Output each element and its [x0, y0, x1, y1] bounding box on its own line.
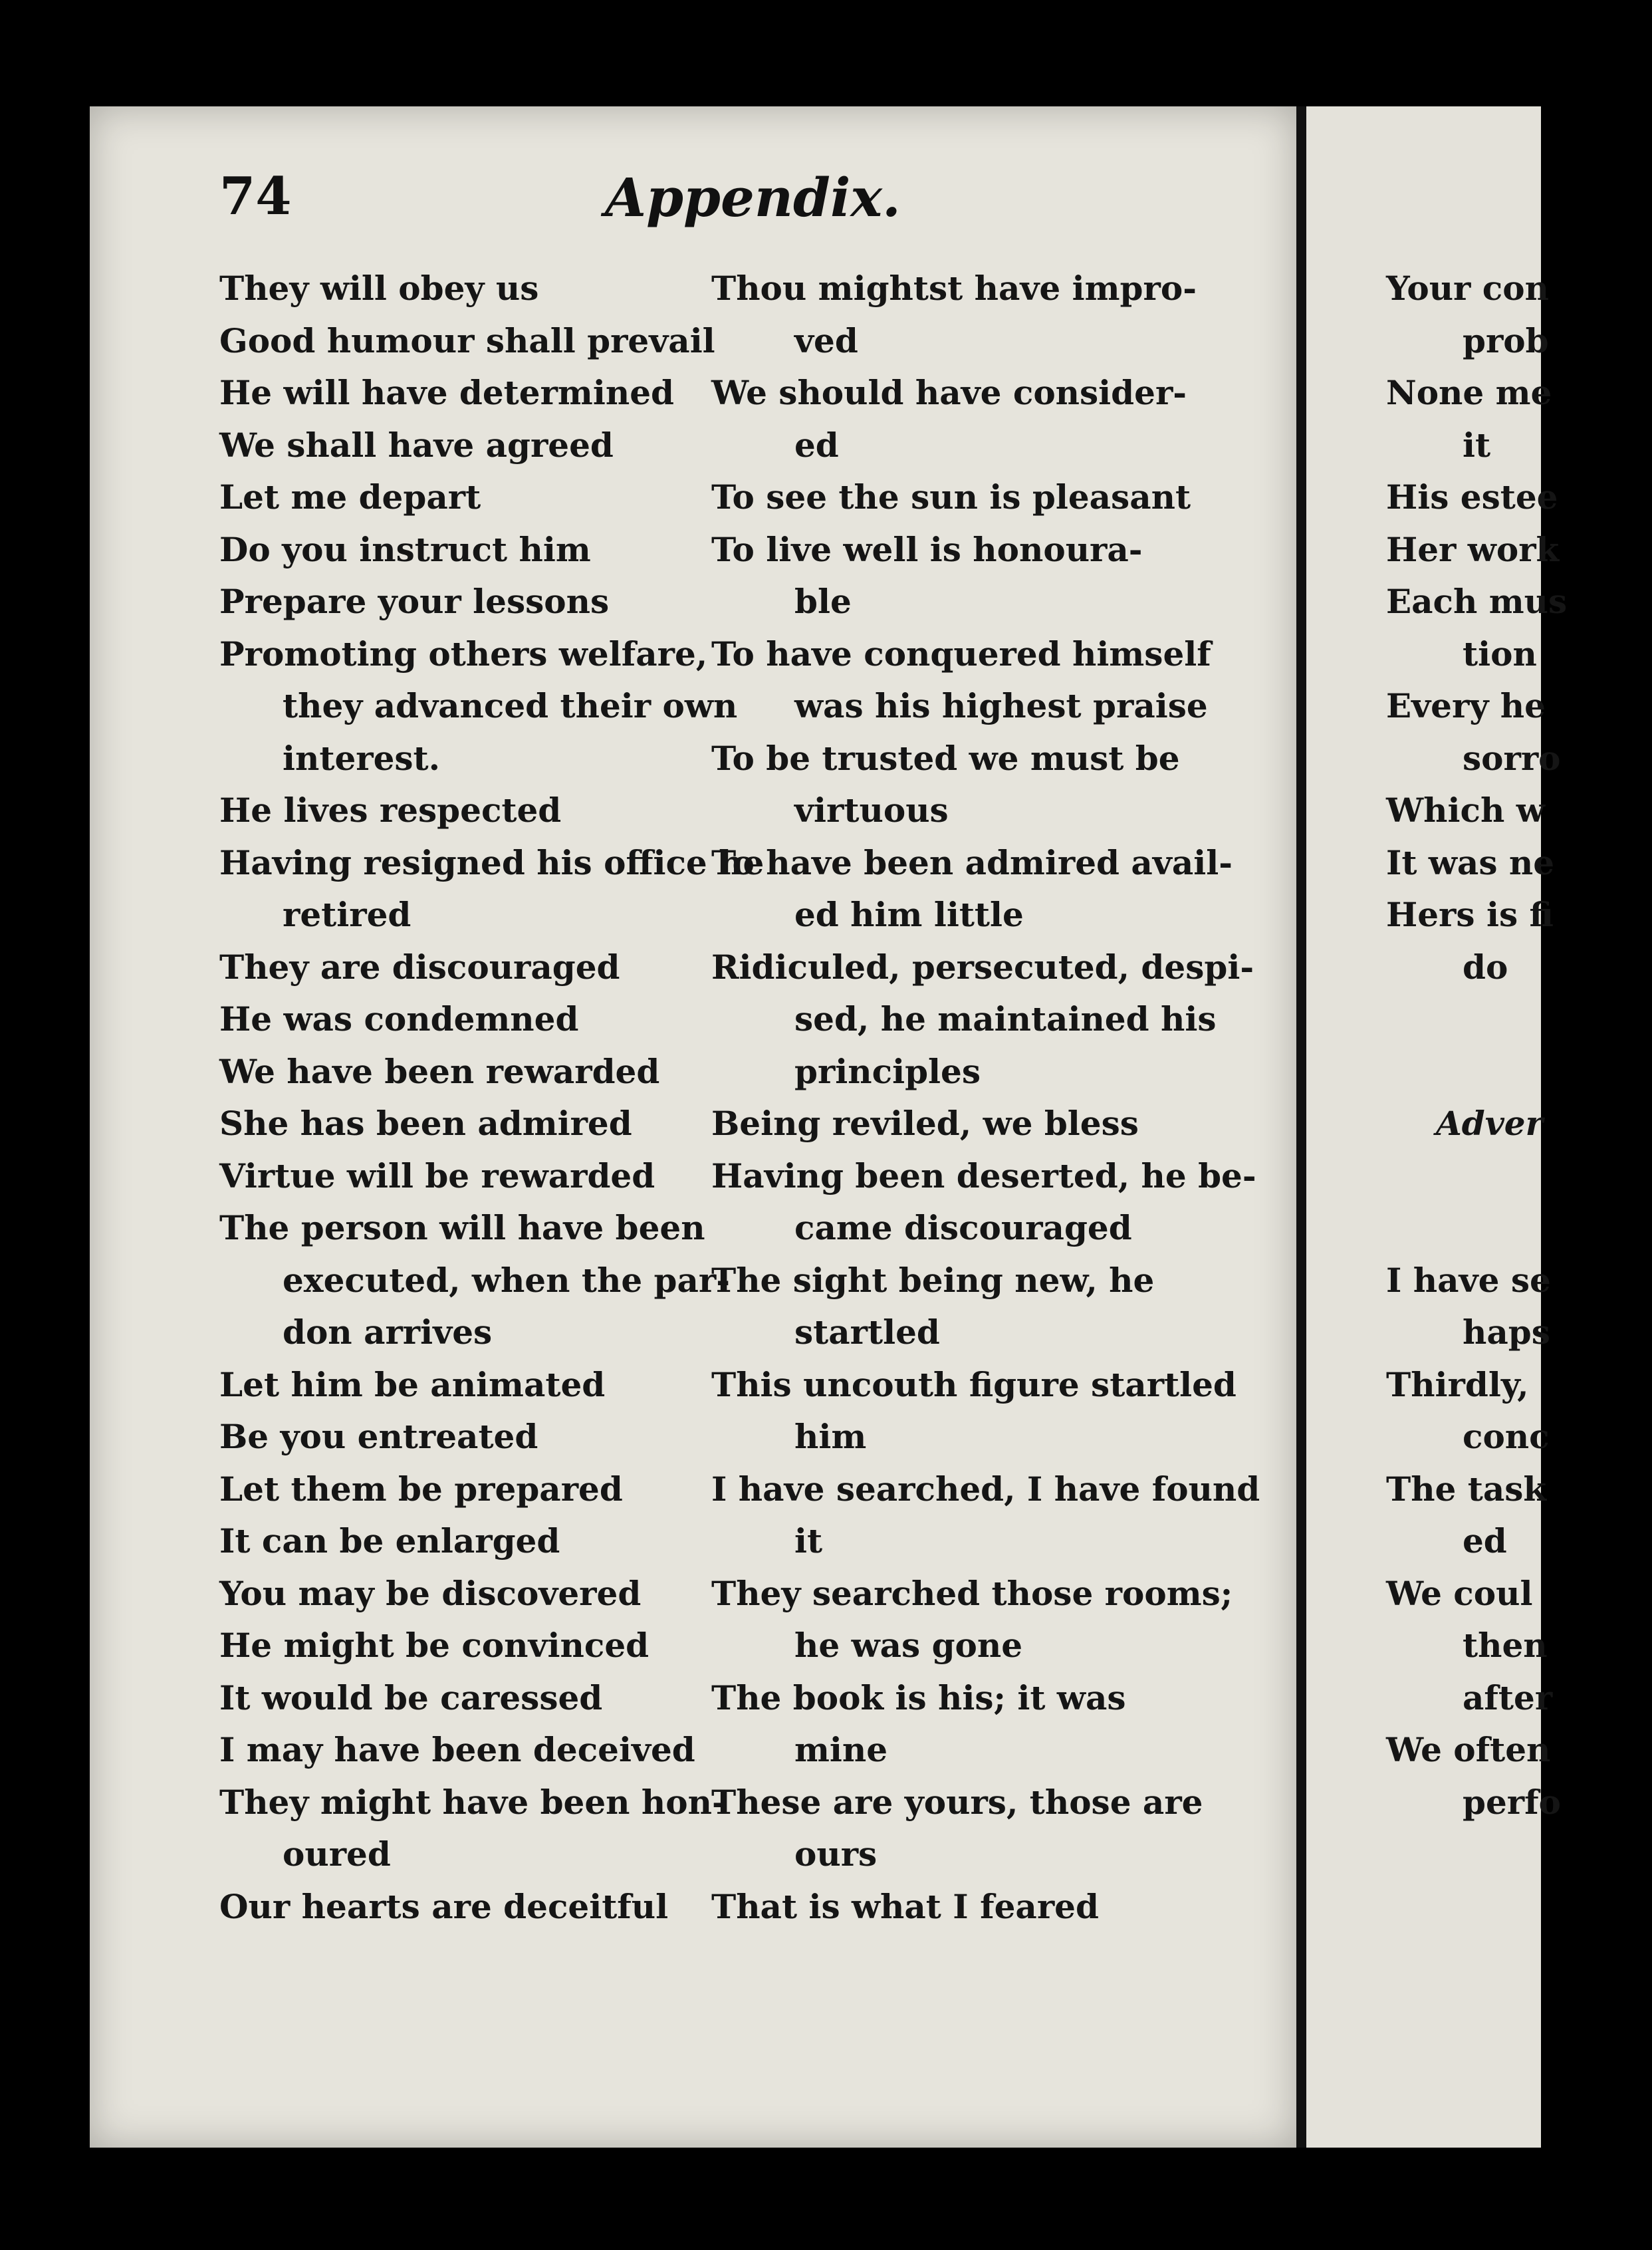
text-line: He will have determined — [219, 373, 674, 412]
text-line: Let them be prepared — [219, 1469, 623, 1509]
text-line: startled — [794, 1312, 940, 1352]
text-line: The sight being new, he — [711, 1260, 1155, 1300]
right-page-line: The task — [1386, 1469, 1547, 1509]
text-line: they advanced their own — [283, 686, 738, 725]
text-line: ved — [794, 320, 858, 360]
right-page-line: Which w — [1386, 791, 1545, 830]
text-line: ble — [794, 582, 852, 621]
text-line: To see the sun is pleasant — [711, 477, 1191, 517]
text-line: ed — [794, 425, 839, 465]
text-line: ed him little — [794, 895, 1024, 934]
right-page-line: perfo — [1463, 1782, 1561, 1822]
text-line: It can be enlarged — [219, 1521, 560, 1561]
right-page-line: I have se — [1386, 1260, 1551, 1300]
text-line: We should have consider- — [711, 373, 1187, 412]
right-page-line — [1386, 1150, 1652, 1203]
right-page-line: Each mus — [1386, 582, 1568, 621]
right-page-line — [1386, 993, 1652, 1046]
text-line: him — [794, 1417, 867, 1456]
text-line: oured — [283, 1834, 391, 1874]
right-page-line: Your con — [1386, 269, 1549, 308]
text-line: They might have been hon- — [219, 1782, 726, 1822]
text-line: Let him be animated — [219, 1364, 606, 1404]
text-line: We have been rewarded — [219, 1051, 660, 1091]
left-text-column — [219, 263, 765, 1933]
text-line: They will obey us — [219, 269, 539, 308]
right-page-line: Thirdly, — [1386, 1364, 1529, 1404]
text-line: I may have been deceived — [219, 1730, 695, 1769]
right-page-line: conc — [1463, 1417, 1550, 1456]
text-line: Do you instruct him — [219, 529, 591, 569]
text-line: retired — [283, 895, 412, 934]
text-line: sed, he maintained his — [794, 999, 1217, 1039]
right-page-line: Hers is fi — [1386, 895, 1554, 934]
text-line: I have searched, I have found — [711, 1469, 1260, 1509]
right-page-line — [1386, 1046, 1652, 1098]
text-line: Being reviled, we bless — [711, 1104, 1139, 1143]
right-page-line — [1386, 1202, 1652, 1255]
right-page-line: tion — [1463, 634, 1537, 674]
text-line: To have conquered himself — [711, 634, 1211, 674]
right-page-line: ed — [1463, 1521, 1507, 1561]
right-page-line: it — [1463, 425, 1491, 465]
text-line: executed, when the par- — [283, 1260, 730, 1300]
text-line: He might be convinced — [219, 1626, 649, 1665]
right-page-line: None me — [1386, 373, 1552, 412]
text-line: virtuous — [794, 791, 949, 830]
text-line: Thou mightst have impro- — [711, 269, 1197, 308]
right-page-line: prob — [1463, 320, 1549, 360]
text-line: The person will have been — [219, 1208, 705, 1247]
text-line: To be trusted we must be — [711, 738, 1180, 778]
running-head: Appendix. — [605, 166, 901, 229]
right-page-line: Every he — [1386, 686, 1546, 725]
text-line: She has been admired — [219, 1104, 632, 1143]
right-page-line: sorro — [1463, 738, 1561, 778]
right-page-line: after — [1463, 1678, 1553, 1717]
text-line: It would be caressed — [219, 1678, 603, 1717]
text-line: We shall have agreed — [219, 425, 614, 465]
right-page-line: We coul — [1386, 1573, 1533, 1613]
text-line: came discouraged — [794, 1208, 1132, 1247]
right-page-line: His estee — [1386, 477, 1558, 517]
right-page-line: haps — [1463, 1312, 1550, 1352]
text-line: he was gone — [794, 1626, 1023, 1665]
text-line: Having been deserted, he be- — [711, 1156, 1256, 1195]
text-line: They are discouraged — [219, 947, 620, 987]
text-line: That is what I feared — [711, 1886, 1099, 1926]
middle-text-column — [711, 263, 1260, 1933]
text-line: Ridiculed, persecuted, despi- — [711, 947, 1254, 987]
text-line: They searched those rooms; — [711, 1573, 1233, 1613]
text-line: You may be discovered — [219, 1573, 642, 1613]
page-header — [219, 166, 1217, 239]
right-page-line: Her work — [1386, 529, 1560, 569]
text-line: Let me depart — [219, 477, 481, 517]
text-line: Virtue will be rewarded — [219, 1156, 655, 1195]
text-line: ours — [794, 1834, 878, 1874]
text-line: don arrives — [283, 1312, 493, 1352]
text-line: Having resigned his office he — [219, 842, 765, 882]
text-line: interest. — [283, 738, 441, 778]
right-page-line: We often — [1386, 1730, 1551, 1769]
page-number: 74 — [219, 166, 292, 227]
right-page-line: It was ne — [1386, 842, 1555, 882]
text-line: To have been admired avail- — [711, 842, 1233, 882]
text-line: He was condemned — [219, 999, 579, 1039]
right-page-line: then — [1463, 1626, 1548, 1665]
text-line: it — [794, 1521, 823, 1561]
text-line: Good humour shall prevail — [219, 320, 715, 360]
right-page-text-column — [1386, 263, 1652, 1828]
text-line: Promoting others welfare, — [219, 634, 708, 674]
text-line: Our hearts are deceitful — [219, 1886, 669, 1926]
text-line: These are yours, those are — [711, 1782, 1203, 1822]
text-line: This uncouth figure startled — [711, 1364, 1237, 1404]
text-line: principles — [794, 1051, 981, 1091]
text-line: He lives respected — [219, 791, 562, 830]
text-line: Prepare your lessons — [219, 582, 610, 621]
text-line: was his highest praise — [794, 686, 1208, 725]
right-page-line: do — [1463, 947, 1508, 987]
text-line: mine — [794, 1730, 888, 1769]
text-line: To live well is honoura- — [711, 529, 1143, 569]
text-line: Be you entreated — [219, 1417, 538, 1456]
text-line: The book is his; it was — [711, 1678, 1126, 1717]
book-gutter — [1296, 106, 1306, 2148]
right-page-heading: Adver — [1436, 1104, 1543, 1143]
